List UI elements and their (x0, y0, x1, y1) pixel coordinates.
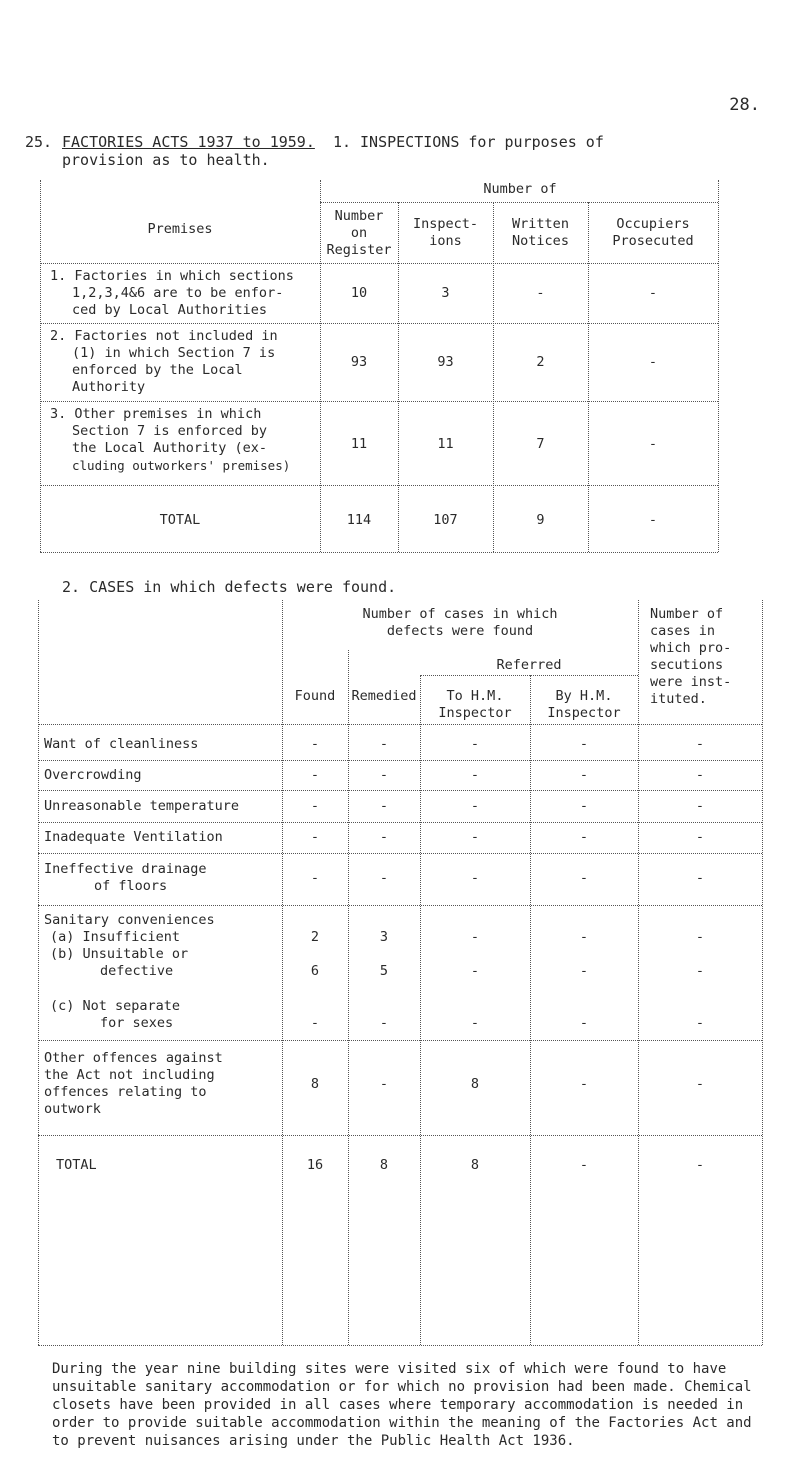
table-cell: 107 (433, 512, 458, 528)
written-notices-header: Written Notices (512, 216, 569, 249)
table-cell: - (579, 870, 589, 886)
inspections-heading-cont: provision as to health. (62, 151, 270, 169)
table-row-label: Overcrowding (44, 767, 142, 783)
table-cell: - (648, 354, 658, 370)
section-number: 25. (25, 133, 53, 151)
table-row-label: 1. Factories in which sections 1,2,3,4&6 are to be enfor- ced by Local Authorities (50, 268, 294, 318)
other-offences-label: Other offences against the Act not including offences relating to outwork (44, 1050, 223, 1117)
table-cell: - (695, 1076, 705, 1092)
table-cell: - (695, 1157, 705, 1173)
table-cell: - (470, 798, 480, 814)
table-cell: 3 (441, 285, 450, 301)
table-cell: - (648, 285, 658, 301)
table-cell: 114 (346, 512, 372, 528)
cases-title: 2. CASES in which defects were found. (62, 578, 397, 596)
sanitary-c-label: (c) Not separate for sexes (50, 998, 181, 1031)
building-sites-paragraph: During the year nine building sites were visited six of which were found to have unsuitable sanitary accommodation or for which no provision had been made. Chemical closets have been provided in all cases where temporary accommodation is needed in order to provide suitable accommodation within the meaning of the Factories Act and to prevent nuisances arising under the Public Health Act 1936. (52, 1361, 752, 1449)
table-cell: - (579, 1157, 589, 1173)
table-cell: 8 (379, 1157, 389, 1173)
table-cell: - (379, 1076, 389, 1092)
remedied-header: Remedied (351, 688, 417, 704)
sanitary-label: Sanitary conveniences (44, 912, 215, 928)
table-cell: - (695, 767, 705, 783)
acts-title: FACTORIES ACTS 1937 to 1959. (62, 133, 315, 151)
table-cell: - (695, 963, 705, 979)
table-cell: - (310, 829, 320, 845)
table-cell: - (379, 829, 389, 845)
table-cell: - (695, 870, 705, 886)
sanitary-a-label: (a) Insufficient (50, 929, 181, 945)
table-cell: - (695, 829, 705, 845)
table-cell: - (579, 929, 589, 945)
table-cell: - (470, 1015, 480, 1031)
section-heading (62, 133, 604, 151)
table-cell: - (579, 798, 589, 814)
table-cell: 8 (470, 1076, 480, 1092)
table-cell: 5 (379, 963, 389, 979)
found-header: Found (294, 688, 336, 704)
register-header: Number on Register (326, 208, 392, 258)
table-cell: - (470, 929, 480, 945)
table-cell: - (579, 1015, 589, 1031)
number-of-cases-header: Number of cases in which defects were found (362, 606, 558, 639)
total-label: TOTAL (56, 1157, 97, 1173)
table-cell: - (470, 963, 480, 979)
table-cell: - (470, 736, 480, 752)
table-cell: 93 (437, 354, 454, 370)
table-cell: - (379, 798, 389, 814)
table-cell: - (695, 798, 705, 814)
table-cell: - (379, 736, 389, 752)
page-number: 28. (729, 95, 760, 115)
table-cell: - (695, 1015, 705, 1031)
table-row-label: Want of cleanliness (44, 736, 199, 752)
table-cell: 2 (536, 354, 545, 370)
table-cell: - (470, 829, 480, 845)
table-cell: 6 (310, 963, 320, 979)
table-cell: - (310, 1015, 320, 1031)
table-cell: 16 (306, 1157, 324, 1173)
table-cell: - (536, 285, 545, 301)
table-cell: - (695, 736, 705, 752)
prosecutions-header: Number of cases in which pro- secutions were inst- ituted. (650, 606, 732, 707)
table-row-label: 3. Other premises in which Section 7 is enforced by the Local Authority (ex- cluding outworkers' premises) (50, 406, 291, 473)
table-cell: - (470, 870, 480, 886)
table-cell: 9 (536, 512, 545, 528)
table-row-label: 2. Factories not included in (1) in which Section 7 is enforced by the Local Authority (50, 328, 278, 395)
table-cell: - (648, 436, 658, 452)
table-cell: - (579, 1076, 589, 1092)
table-cell: - (310, 767, 320, 783)
table-cell: 2 (310, 929, 320, 945)
table-cell: 7 (536, 436, 545, 452)
table-cell: - (310, 798, 320, 814)
table-cell: - (379, 870, 389, 886)
table-cell: - (579, 963, 589, 979)
occupiers-prosecuted-header: Occupiers Prosecuted (612, 216, 694, 249)
table-cell: - (379, 1015, 389, 1031)
table-cell: 11 (350, 436, 368, 452)
table-cell: - (379, 767, 389, 783)
table-cell: 3 (379, 929, 389, 945)
table-cell: - (579, 829, 589, 845)
table-cell: - (310, 736, 320, 752)
table-cell: 8 (310, 1076, 320, 1092)
by-hm-inspector-header: By H.M. Inspector (547, 688, 621, 721)
to-hm-inspector-header: To H.M. Inspector (438, 688, 512, 721)
inspections-header: Inspect- ions (412, 216, 479, 249)
table-row-label: Unreasonable temperature (44, 798, 240, 814)
table-cell: - (579, 767, 589, 783)
table-cell: - (695, 929, 705, 945)
premises-header: Premises (147, 221, 213, 237)
table-row-label: Ineffective drainage of floors (44, 861, 207, 894)
table-cell: - (470, 767, 480, 783)
table-row-label: Inadequate Ventilation (44, 829, 223, 845)
table-cell: 10 (350, 285, 368, 301)
referred-header: Referred (496, 657, 562, 673)
table-cell: - (648, 512, 658, 528)
number-of-header: Number of (483, 181, 557, 197)
table-cell: - (310, 870, 320, 886)
total-label: TOTAL (159, 512, 201, 528)
table-cell: 93 (350, 354, 368, 370)
table-cell: 11 (437, 436, 454, 452)
table-cell: 8 (470, 1157, 480, 1173)
sanitary-b-label: (b) Unsuitable or defective (50, 946, 189, 979)
table-cell: - (579, 736, 589, 752)
inspections-heading: 1. INSPECTIONS for purposes of (332, 133, 604, 151)
